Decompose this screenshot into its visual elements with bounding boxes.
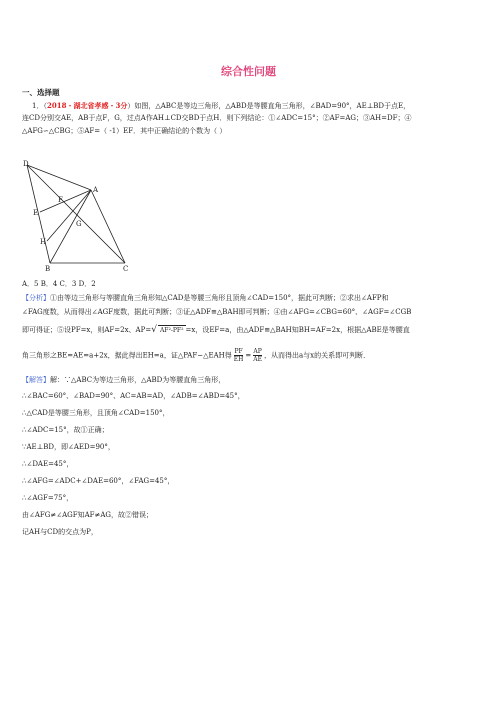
analysis-line-1 (22, 294, 389, 303)
geometry-figure (22, 160, 147, 275)
solution-tag: 【解答】 (22, 376, 50, 384)
analysis-line-4: 角三角形之BE=AE=a+2x，据此得出EH=a，证△PAF∽△EAH得 $\frac{PF}{EH}$ = $\frac{AP}{AE}$ ，从而得出a与x的关系即可判断． (22, 348, 371, 363)
sqrt-expression: AF²-PF² (159, 327, 184, 334)
solution-line-4: ∴∠ADC=15°，故①正确； (22, 426, 109, 434)
solution-line-9: 由∠AFG≠∠AGF知AF≠AG，故②错误； (22, 511, 154, 519)
analysis-text-3a: 即可得证；⑤设PF=x，则AF=2x、AP= (22, 326, 152, 334)
question-source: 2018・湖北省孝感・3分 (46, 101, 128, 110)
question-line-2: 连CD分别交AE，AB于点F，G，过点A作AH⊥CD交BD于点H．则下列结论：①∠ADC=15°；②AF=AG；③AH=DF；④ (22, 114, 412, 122)
solution-text-1: 解：∵△ABC为等边三角形，△ABD为等腰直角三角形， (50, 376, 226, 384)
section-heading: 一、选择题 (22, 88, 60, 97)
solution-line-3: ∴△CAD是等腰三角形，且顶角∠CAD=150°， (22, 409, 170, 417)
solution-line-8: ∴∠AGF=75°， (22, 494, 74, 502)
fraction-ap-ae: $\frac{AP}{AE}$ (253, 348, 262, 363)
label-A: A (93, 186, 99, 194)
solution-line-1 (22, 376, 225, 385)
segment-BA (50, 190, 91, 263)
label-G: G (76, 220, 82, 228)
label-B: B (45, 265, 51, 273)
segment-DC (27, 165, 125, 263)
solution-line-7: ∴∠AFG=∠ADC+∠DAE=60°，∠FAG=45°， (22, 477, 175, 485)
analysis-line-3: 即可得证；⑤设PF=x，则AF=2x、AP=√ AF²-PF² =x，设EF=a，由△ADF≌△BAH知BH=AF=2x，根据△ABE是等腰直 (22, 325, 410, 335)
fraction-pf-eh: $\frac{PF}{EH}$ (233, 348, 244, 363)
label-C: C (123, 265, 129, 273)
analysis-text-1: ①由等边三角形与等腰直角三角形知△CAD是等腰三角形且顶角∠CAD=150°，据此可判断；②求出∠AFP和 (50, 294, 389, 302)
analysis-text-3b: =x，设EF=a，由△ADF≌△BAH知BH=AF=2x，根据△ABE是等腰直 (185, 326, 410, 334)
segment-AC (91, 190, 125, 263)
label-H: H (40, 238, 47, 246)
analysis-tag: 【分析】 (22, 294, 50, 302)
label-F: F (58, 196, 63, 204)
solution-line-10: 记AH与CD的交点为P， (22, 528, 98, 536)
page-title: 综合性问题 (221, 65, 276, 78)
question-text-1: ）如图，△ABC是等边三角形，△ABD是等腰直角三角形，∠BAD=90°，AE⊥BD于点E， (127, 102, 411, 110)
solution-line-6: ∴∠DAE=45°， (22, 460, 74, 468)
analysis-text-4a: 角三角形之BE=AE=a+2x，据此得出EH=a，证△PAF∽△EAH得 (22, 351, 232, 360)
solution-line-5: ∵AE⊥BD，即∠AED=90°， (22, 443, 115, 451)
answer-options: A．5 B．4 C．3 D．2 (22, 280, 96, 288)
segment-AE (40, 190, 91, 212)
analysis-text-4b: ，从而得出a与x的关系即可判断． (263, 351, 371, 360)
segment-DB (27, 165, 50, 263)
question-number: 1．（ (32, 102, 47, 110)
analysis-line-2: ∠FAG度数，从而得出∠AGF度数，据此可判断；③证△ADF≌△BAH即可判断；④由∠AFG=∠CBG=60°、∠AGF=∠CGB (22, 308, 412, 316)
question-line-3: △AFG∽△CBG；⑤AF=（ -1）EF．其中正确结论的个数为（ ） (22, 127, 227, 135)
question-line-1 (32, 101, 410, 111)
label-E: E (33, 209, 39, 217)
segment-AH (47, 190, 91, 241)
segment-DA (27, 165, 91, 190)
solution-line-2: ∴∠BAC=60°、∠BAD=90°、AC=AB=AD，∠ADB=∠ABD=45°， (22, 392, 245, 400)
label-D: D (23, 160, 29, 168)
